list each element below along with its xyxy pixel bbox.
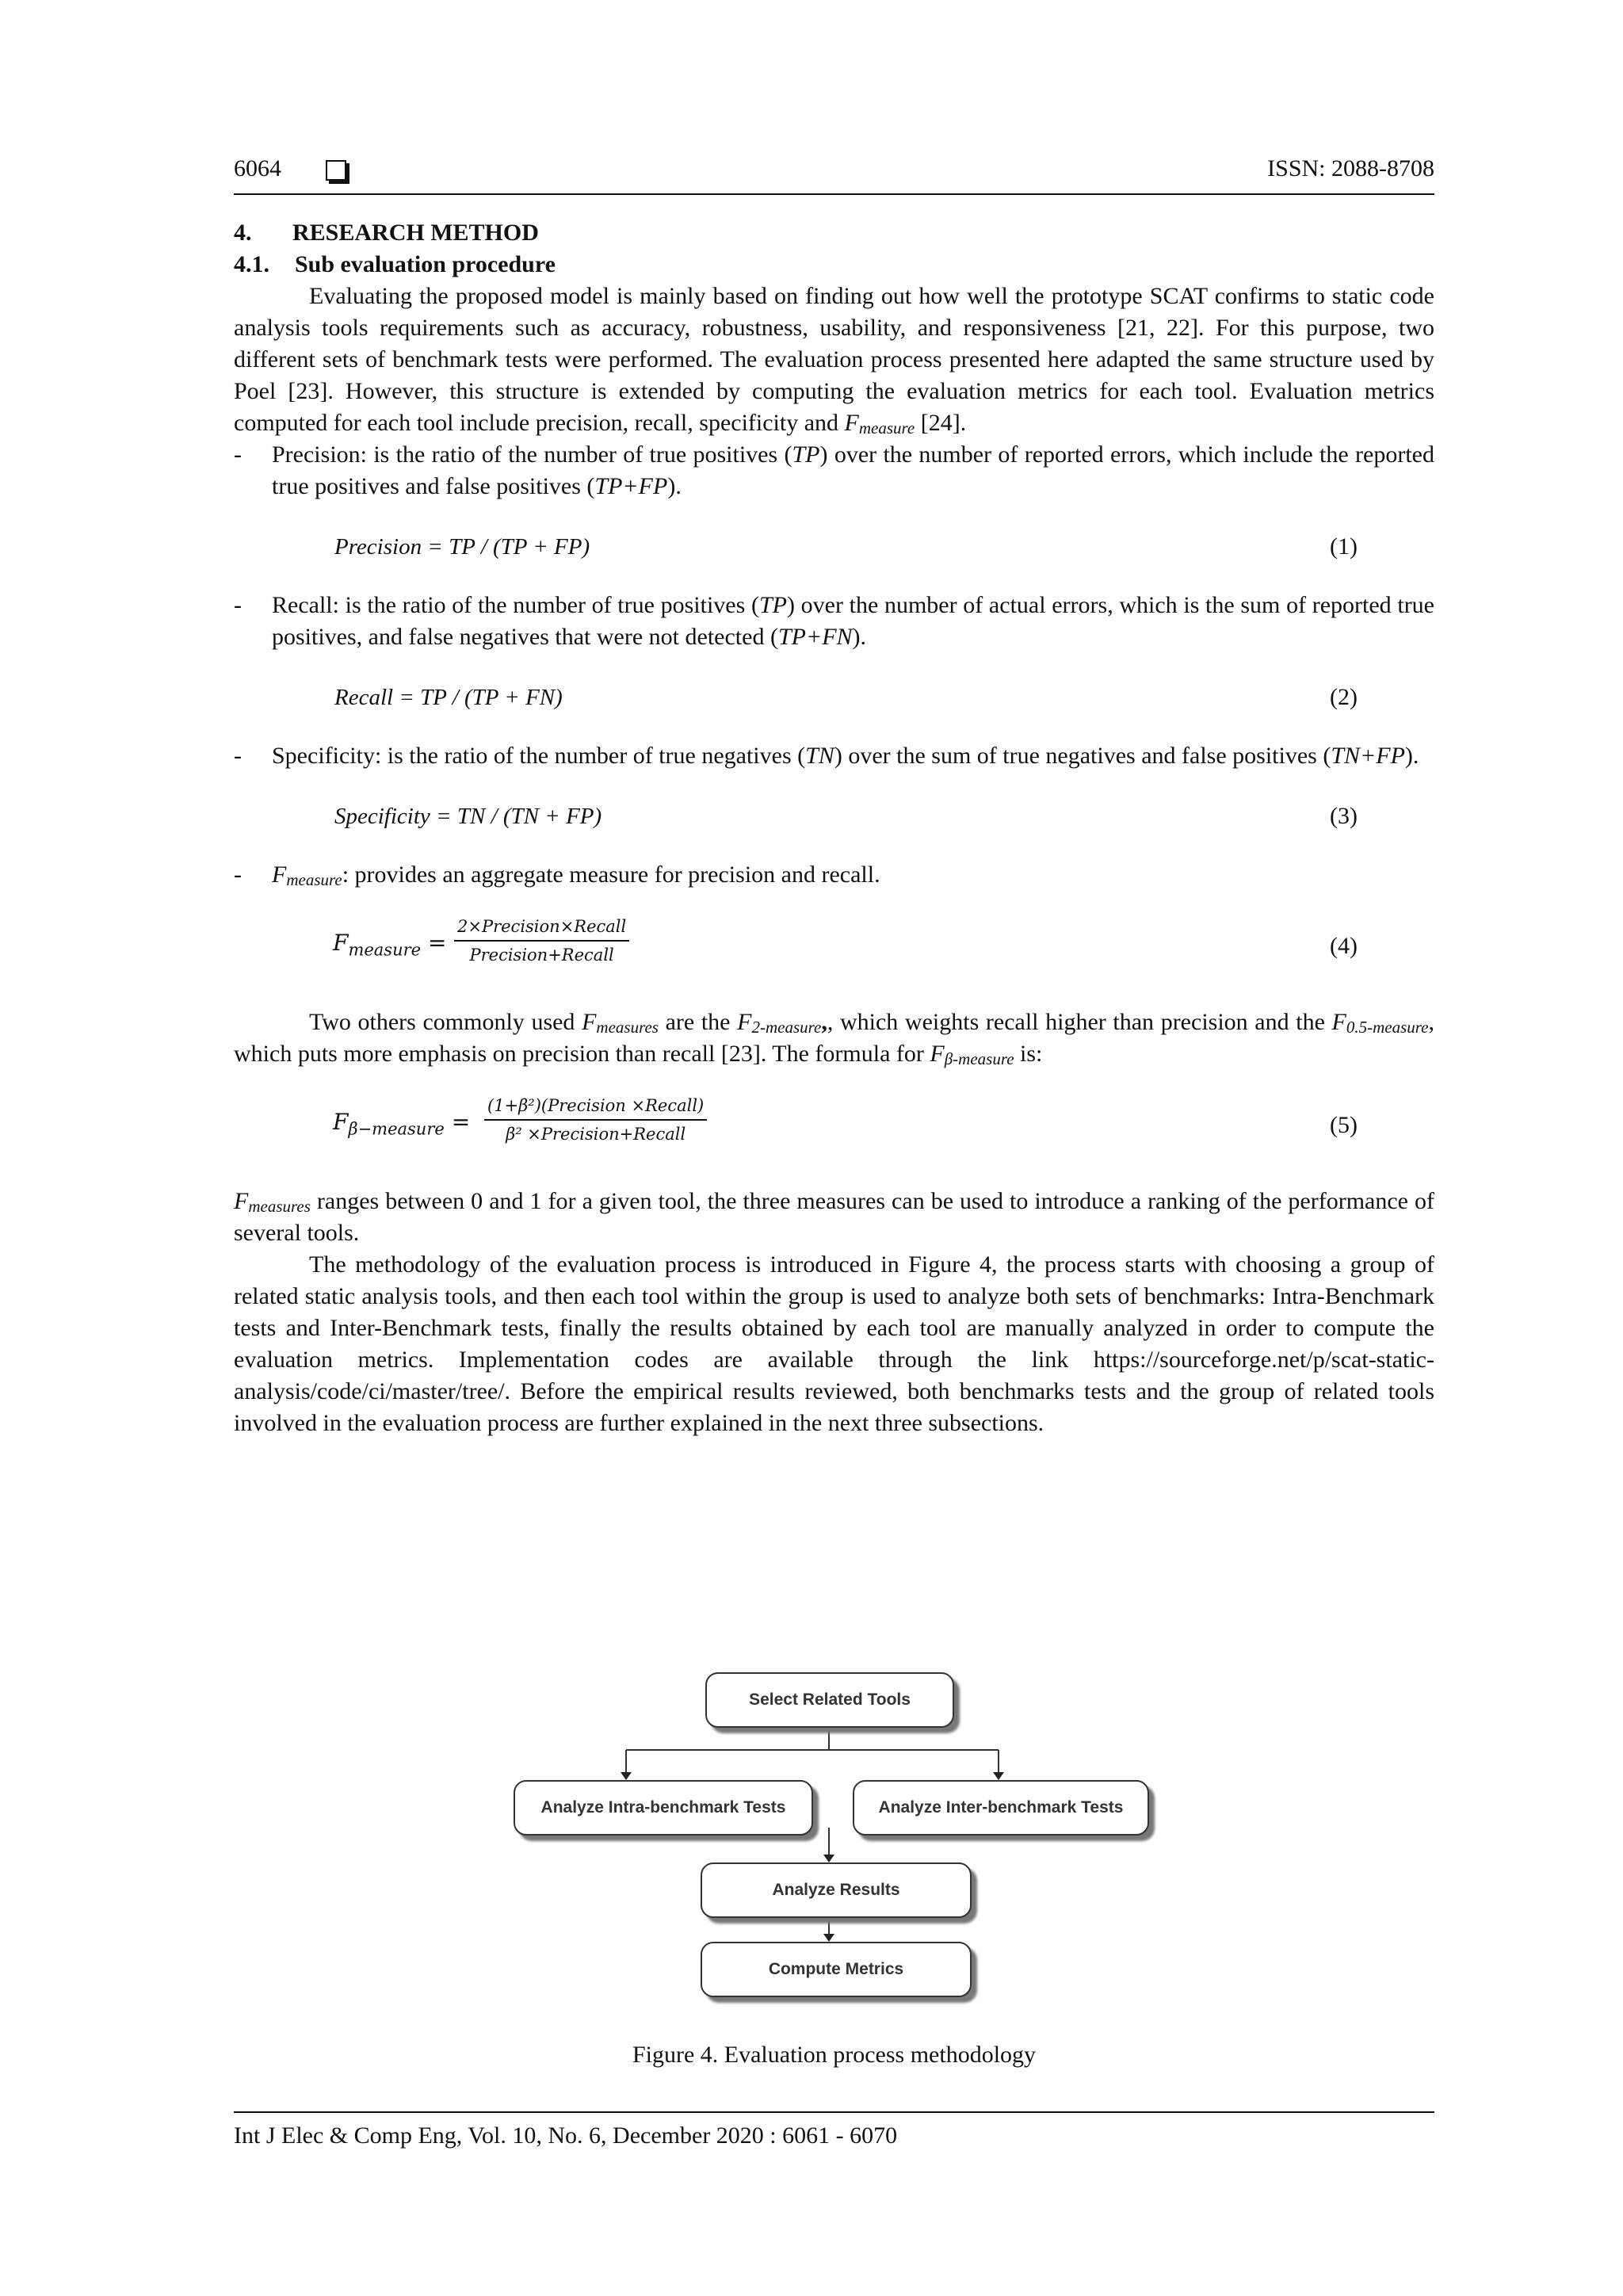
- bullet-specificity: - Specificity: is the ratio of the number of true negatives (TN) over the sum of true negatives and false positives (TN+FP).: [234, 743, 1419, 769]
- equation-lhs: $F_{\beta-measure}$ =: [333, 1109, 471, 1139]
- ranking-paragraph: $F_{measures}$ ranges between 0 and 1 for a given tool, the three measures can be used to introduce a ranking of the performance of several tools.: [234, 1188, 1434, 1246]
- section-heading: 4. RESEARCH METHOD: [234, 220, 539, 246]
- fbeta-paragraph: Two others commonly used $F_{measures}$ are the $F_{2-measure}$,, which weights recall higher than precision and the $F_{0.5-measure}$, which puts more emphasis on precision than recall [23]. The formula for $F_{\beta-measure}$ is:: [234, 1009, 1434, 1068]
- page-number: 6064: [234, 155, 281, 181]
- equation-4: [234, 913, 1434, 980]
- footer-rule: [234, 2111, 1434, 2113]
- equation-expression: Recall = TP / (TP + FN): [334, 685, 563, 710]
- bullet-precision: - Precision: is the ratio of the number of true positives (TP) over the number of reported errors, which include the reported true positives and false positives (TP+FP).: [234, 441, 1434, 499]
- equation-fraction: (1+β²)(Precision ×Recall) β² ×Precision+Recall: [484, 1092, 707, 1148]
- equation-label: (1): [1330, 533, 1358, 560]
- figure-4-flowchart: [507, 1664, 1157, 2029]
- box-analyze-results: Analyze Results: [701, 1862, 972, 1918]
- subsection-heading: 4.1. Sub evaluation procedure: [234, 251, 556, 277]
- figure-caption: Figure 4. Evaluation process methodology: [632, 2042, 1037, 2068]
- equation-2: [234, 682, 1434, 713]
- equation-label: (3): [1330, 803, 1358, 829]
- checkbox-icon: [326, 160, 346, 181]
- box-analyze-inter-benchmark: Analyze Inter-benchmark Tests: [853, 1780, 1149, 1836]
- box-analyze-intra-benchmark: Analyze Intra-benchmark Tests: [514, 1780, 813, 1836]
- bullet-fmeasure: - $F_{measure}$: provides an aggregate measure for precision and recall.: [234, 861, 880, 889]
- equation-5: [234, 1092, 1434, 1159]
- methodology-paragraph: The methodology of the evaluation process is introduced in Figure 4, the process starts with choosing a group of related static analysis tools, and then each tool within the group is used to analyze both sets of benchmarks: Intra-Benchmark tests and Inter-Benchmark tests, finally the results obtained by each tool are manually analyzed in order to compute the evaluation metrics. Implementation codes are available through the link https://sourceforge.net/p/scat-static-analysis/code/ci/master/tree/. Before the empirical results reviewed, both benchmarks tests and the group of related tools involved in the evaluation process are further explained in the next three subsections.: [234, 1251, 1434, 1436]
- equation-label: (5): [1330, 1112, 1358, 1138]
- equation-lhs: $F_{measure}$ =: [333, 930, 447, 960]
- issn: ISSN: 2088-8708: [1267, 155, 1434, 181]
- article-body: [234, 217, 1434, 1439]
- page-header: [234, 155, 1434, 187]
- header-rule: [234, 193, 1434, 195]
- equation-label: (4): [1330, 933, 1358, 959]
- equation-1: [234, 531, 1434, 563]
- equation-fraction: 2×Precision×Recall Precision+Recall: [454, 913, 629, 968]
- box-select-related-tools: Select Related Tools: [705, 1672, 954, 1728]
- bullet-recall: - Recall: is the ratio of the number of true positives (TP) over the number of actual errors, which is the sum of reported true positives, and false negatives that were not detected (TP+FN).: [234, 592, 1434, 650]
- footer-citation: Int J Elec & Comp Eng, Vol. 10, No. 6, December 2020 : 6061 - 6070: [234, 2122, 898, 2149]
- equation-label: (2): [1330, 684, 1358, 710]
- equation-expression: Precision = TP / (TP + FP): [334, 534, 590, 560]
- box-compute-metrics: Compute Metrics: [701, 1942, 972, 1997]
- equation-3: [234, 800, 1434, 832]
- equation-expression: Specificity = TN / (TN + FP): [334, 804, 602, 829]
- intro-paragraph: Evaluating the proposed model is mainly based on finding out how well the prototype SCAT confirms to static code analysis tools requirements such as accuracy, robustness, usability, and responsiveness [21, 22]. For this purpose, two different sets of benchmark tests were performed. The evaluation process presented here adapted the same structure used by Poel [23]. However, this structure is extended by computing the evaluation metrics for each tool. Evaluation metrics computed for each tool include precision, recall, specificity and $F_{measure}$ [24].: [234, 283, 1434, 437]
